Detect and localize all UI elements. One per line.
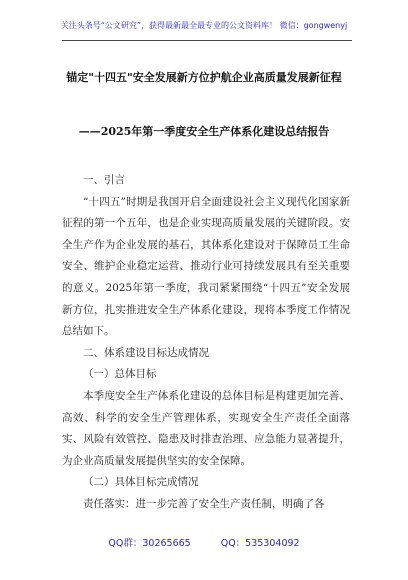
document-body (62, 170, 350, 516)
intro-paragraph: “十四五”时期是我国开启全面建设社会主义现代化国家新征程的第一个五年，也是企业实现高质量发展的关键阶段。安全生产作为企业发展的基石，其体系化建设对于保障员工生命安全、维护企业稳定运营、推动行业可持续发展具有至关重要的意义。2025年第一季度，我司紧紧围绕“十四五”安全发展新方位，扎实推进安全生产体系化建设，现将本季度工作情况总结如下。 (62, 195, 350, 338)
qq-group-text: QQ群：30265665 (108, 538, 191, 549)
section-heading-goals: 二、体系建设目标达成情况 (83, 346, 209, 359)
overall-goal-paragraph: 本季度安全生产体系化建设的总体目标是构建更加完善、高效、科学的安全生产管理体系，实现安全生产责任全面落实、风险有效管控、隐患及时排查治理、应急能力显著提升，为企业高质量发展提供坚实的安全保障。 (62, 389, 350, 467)
contact-footer (0, 535, 408, 549)
subsection-heading-overall: （一）总体目标 (83, 368, 157, 381)
section-heading-intro: 一、引言 (83, 174, 125, 186)
document-title: 锚定"十四五"安全发展新方位护航企业高质量发展新征程 (66, 71, 342, 84)
header-divider (62, 40, 352, 41)
specific-goal-paragraph: 责任落实：进一步完善了安全生产责任制，明确了各 (83, 497, 325, 510)
qq-number-text: QQ：535304092 (220, 538, 300, 549)
subsection-heading-specific: （二）具体目标完成情况 (83, 476, 199, 489)
promo-header: 关注头条号“公文研究”，获得最新最全最专业的公文资料库！ 微信：gongwenyj (60, 21, 348, 30)
document-subtitle: ——2025年第一季度安全生产体系化建设总结报告 (78, 125, 330, 138)
